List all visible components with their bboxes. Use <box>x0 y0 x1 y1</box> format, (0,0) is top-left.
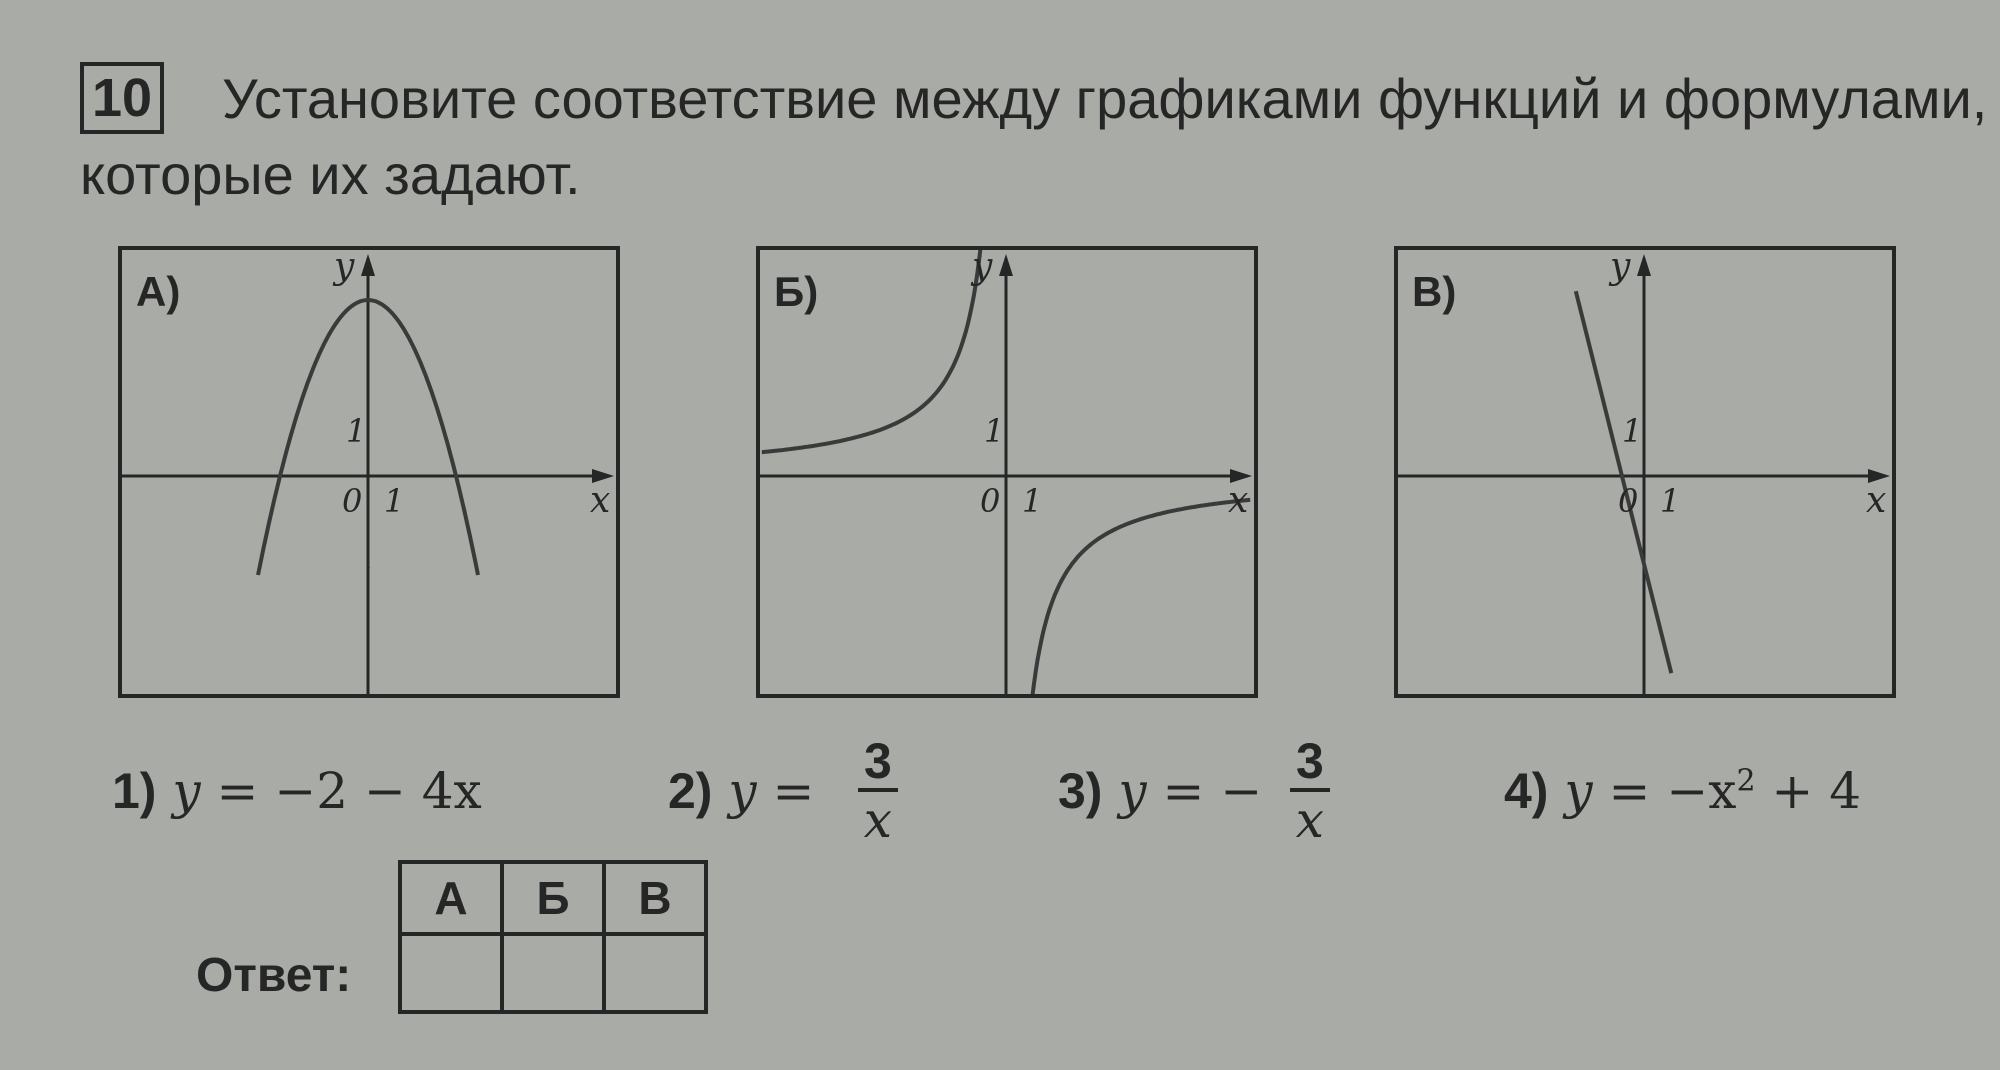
formula-3 <box>1058 733 1358 858</box>
formula-3-sign: − <box>1220 762 1263 820</box>
formula-4-rhs-suffix: + 4 <box>1755 762 1862 820</box>
answer-table <box>398 860 708 1014</box>
answer-header-row <box>400 862 706 934</box>
formula-4-eq: = <box>1608 762 1651 820</box>
graph-a-tick-x: 1 <box>384 482 405 520</box>
graph-b-label: Б) <box>774 268 819 315</box>
graph-b-tick-x: 1 <box>1022 482 1043 520</box>
question-text-line1: Установите соответствие между графиками функций и формулами, <box>222 67 1988 130</box>
formula-3-denominator: x <box>1295 791 1324 849</box>
graph-a <box>118 246 620 698</box>
formula-2-lhs: y <box>728 762 757 820</box>
graph-b-tick-y: 1 <box>984 412 1005 450</box>
graph-b-x-label: x <box>1228 480 1249 521</box>
formula-3-fraction <box>1290 734 1330 848</box>
svg-text:·: · <box>368 563 371 572</box>
graph-a-label: А) <box>136 268 181 315</box>
graph-c-tick-y: 1 <box>1622 412 1643 450</box>
formula-2-number: 2) <box>668 763 713 819</box>
answer-label: Ответ: <box>196 949 352 1002</box>
formula-1-rhs: −2 − 4x <box>274 762 482 820</box>
formula-1-eq: = <box>216 762 259 820</box>
formula-2-fraction <box>858 734 898 848</box>
answer-cell-a[interactable] <box>400 934 502 1012</box>
graph-c-origin: 0 <box>1618 482 1639 520</box>
formula-4-number: 4) <box>1504 763 1549 819</box>
formula-3-lhs: y <box>1118 762 1147 820</box>
graph-c-x-label: x <box>1866 480 1887 521</box>
formula-4-exponent: 2 <box>1736 763 1756 799</box>
formula-4-rhs-prefix: −x <box>1666 762 1737 820</box>
graph-b-y-label: y <box>972 250 993 287</box>
graph-c-tick-x: 1 <box>1660 482 1681 520</box>
answer-cell-b[interactable] <box>502 934 604 1012</box>
answer-header-a: А <box>400 862 502 934</box>
question-text-line2: которые их задают. <box>80 143 581 206</box>
answer-header-b: Б <box>502 862 604 934</box>
graph-a-plot <box>122 250 616 694</box>
graph-c-plot <box>1398 250 1892 694</box>
graph-a-tick-y: 1 <box>346 412 367 450</box>
task-number: 10 <box>80 62 164 134</box>
graph-c-y-label: y <box>1610 250 1631 287</box>
formula-3-eq: = <box>1162 762 1205 820</box>
formula-2 <box>668 733 928 858</box>
graph-c <box>1394 246 1896 698</box>
formula-4-lhs: y <box>1564 762 1593 820</box>
answer-input-row <box>400 934 706 1012</box>
answer-header-c: В <box>604 862 706 934</box>
formula-2-eq: = <box>772 762 815 820</box>
graph-b-origin: 0 <box>980 482 1001 520</box>
formula-2-numerator: 3 <box>858 734 898 792</box>
graph-a-x-label: x <box>590 480 611 521</box>
graph-c-label: В) <box>1412 268 1457 315</box>
formula-3-number: 3) <box>1058 763 1103 819</box>
graph-b <box>756 246 1258 698</box>
formula-1-lhs: y <box>172 762 201 820</box>
formula-1-number: 1) <box>112 763 157 819</box>
answer-cell-c[interactable] <box>604 934 706 1012</box>
graph-a-origin: 0 <box>342 482 363 520</box>
formula-3-numerator: 3 <box>1290 734 1330 792</box>
graph-a-y-label: y <box>334 250 355 287</box>
graph-b-plot <box>760 250 1254 694</box>
formula-2-denominator: x <box>863 791 892 849</box>
